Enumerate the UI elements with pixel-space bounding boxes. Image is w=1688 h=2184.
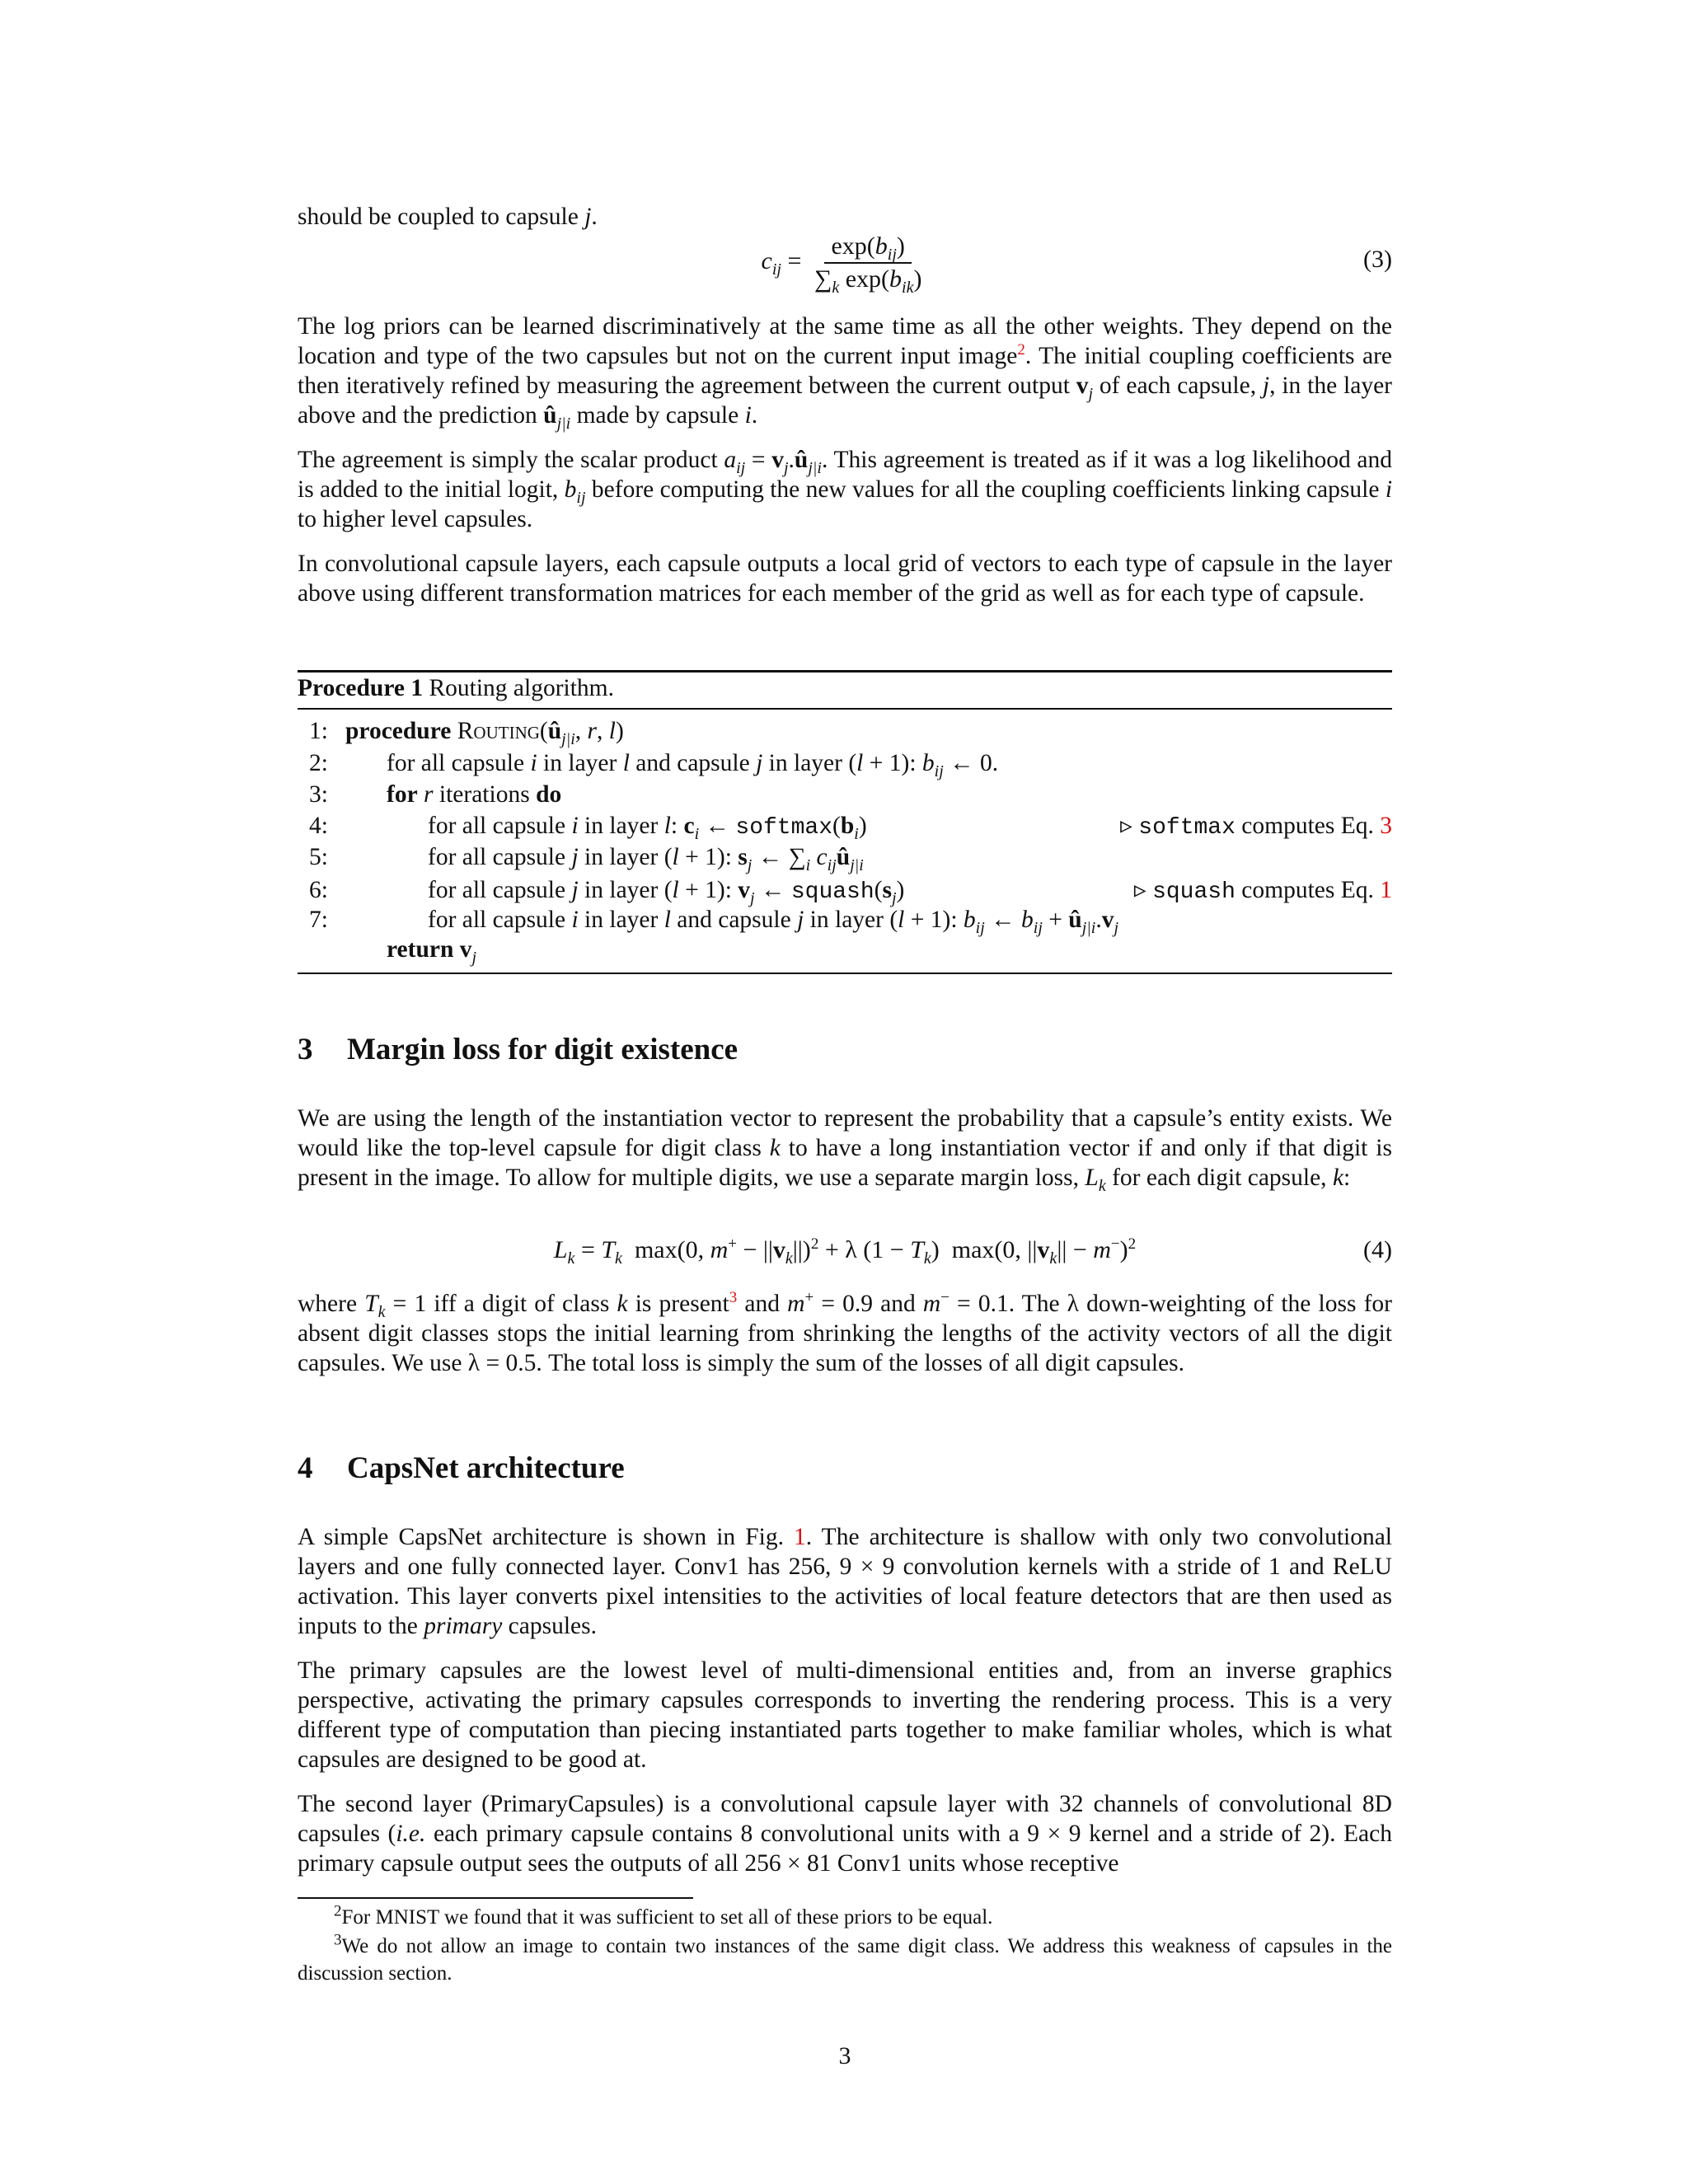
equation-4: $L_k = T_k$ max(0, $m^+ - ||v_k||)^2 + \lambda$ $(1 - T_k)$ max(0, $||v_k|| - m^-)^2$ (4): [553, 1235, 1392, 1268]
footnote-2: $^2$For MNIST we found that it was sufficient to set all of these priors to be equal.: [334, 1902, 993, 1929]
procedure-caption-rule: [298, 708, 1392, 710]
footnote-ref-3[interactable]: 3: [729, 1289, 738, 1307]
paragraph-convolutional-capsules: In convolutional capsule layers, each capsule outputs a local grid of vectors to each type of capsule in the layer above using different transformation matrices for each member of the grid as well as for each type of capsule.: [298, 551, 1392, 607]
paragraph-margin-loss: We are using the length of the instantiation vector to represent the probability that a capsule’s entity exists. We would like the top-level capsule for digit class k to have a long instantiation vector if and only if that digit is present in the image. To allow for multiple digits, we use a separate margin loss, $L_k$ for each digit capsule, k:: [298, 1105, 1392, 1195]
paragraph-capsnet-arch: A simple CapsNet architecture is shown in Fig. 1. The architecture is shallow with only two convolutional layers and one fully connected layer. Conv1 has 256, 9 × 9 convolution kernels with a stride of 1 and ReLU activation. This layer converts pixel intensities to the activities of local feature detectors that are then used as inputs to the primary capsules.: [298, 1524, 1392, 1639]
paragraph-log-priors: The log priors can be learned discriminatively at the same time as all the other weights. They depend on the location and type of the two capsules but not on the current input image$^2$. The initial coupling coefficients are then iteratively refined by measuring the agreement between the current output $v_j$ of each capsule, j, in the layer above and the prediction $û_{j|i}$ made by capsule i.: [298, 313, 1392, 433]
equation-3: $c_{ij}$ = $\frac{\exp(b_{ij})}{\sum_k \exp(b_{ik})}$ (3): [761, 232, 1392, 297]
procedure-comment-softmax: ▹ softmax computes Eq. 3: [1120, 813, 1392, 841]
section-3-heading: 3 Margin loss for digit existence: [298, 1033, 738, 1066]
footnote-ref-2[interactable]: 2: [1017, 341, 1025, 359]
equation-3-label: (3): [1363, 246, 1392, 273]
equation-4-label: (4): [1363, 1236, 1392, 1263]
procedure-top-rule: [298, 670, 1392, 673]
footnote-3: $^3$We do not allow an image to contain two instances of the same digit class. We address this weakness of capsules in the discussion section.: [298, 1931, 1392, 1985]
figure-ref-1[interactable]: 1: [794, 1524, 806, 1550]
page-number: 3: [838, 2042, 851, 2069]
footnote-rule: [298, 1897, 693, 1899]
procedure-comment-squash: ▹ squash computes Eq. 1: [1133, 877, 1392, 905]
intro-line: should be coupled to capsule j.: [298, 204, 598, 230]
paragraph-margin-loss-params: where $T_k = 1$ iff a digit of class k is present$^3$ and m+ = 0.9 and m− = 0.1. The λ down-weighting of the loss for absent digit classes stops the initial learning from shrinking the lengths of the activity vectors of all the digit capsules. We use λ = 0.5. The total loss is simply the sum of the losses of all digit capsules.: [298, 1289, 1392, 1376]
procedure-caption: Procedure 1 Routing algorithm.: [298, 675, 615, 701]
paragraph-second-layer: The second layer (PrimaryCapsules) is a convolutional capsule layer with 32 channels of convolutional 8D capsules (i.e. each primary capsule contains 8 convolutional units with a 9 × 9 kernel and a stride of 2). Each primary capsule output sees the outputs of all 256 × 81 Conv1 units whose receptive: [298, 1791, 1392, 1877]
paragraph-primary-capsules: The primary capsules are the lowest level of multi-dimensional entities and, from an inverse graphics perspective, activating the primary capsules corresponds to inverting the rendering process. This is a very different type of computation than piecing instantiated parts together to make familiar wholes, which is what capsules are designed to be good at.: [298, 1657, 1392, 1773]
paragraph-agreement: The agreement is simply the scalar product $a_{ij}$ = $v_j.û_{j|i}$. This agreement is treated as if it was a log likelihood and is added to the initial logit, $b_{ij}$ before computing the new values for all the coupling coefficients linking capsule i to higher level capsules.: [298, 447, 1393, 532]
section-4-heading: 4 CapsNet architecture: [298, 1451, 625, 1485]
procedure-bottom-rule: [298, 972, 1392, 974]
